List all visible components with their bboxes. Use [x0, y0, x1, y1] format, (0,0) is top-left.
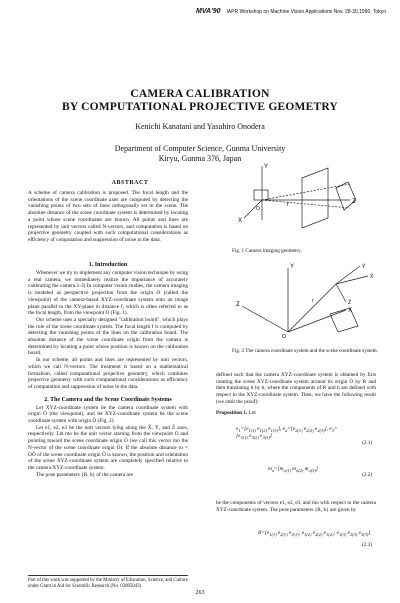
figure-2-caption: Fig. 2 The camera coordinate system and the scene coordinate system. — [232, 348, 378, 354]
intro-heading: 1. Introduction — [88, 262, 128, 268]
section-2-heading: 2. The Camera and the Scene Coordinate Systems — [44, 396, 172, 403]
intro-paragraph-2: Our scheme uses a specially designed "calibration board", which plays the role of the scene coordinate system. The focal length f is computed by detecting the vanishing points of the lines on the calibration board. The absolute distance of the scene coordinate origin from the camera is determined by locating a point whose position is known on the calibration board. — [28, 316, 188, 357]
equation-2-1-number: (2.1) — [362, 440, 373, 446]
svg-text:f: f — [287, 202, 289, 208]
svg-text:O: O — [282, 334, 286, 340]
svg-text:Y: Y — [264, 164, 269, 170]
venue-label: MVA'90 — [196, 8, 221, 15]
abstract-heading: ABSTRACT — [111, 180, 149, 186]
fig2-camera-x-axis — [288, 310, 346, 332]
title-line-2: BY COMPUTATIONAL PROJECTIVE GEOMETRY — [62, 101, 338, 113]
svg-text:Z: Z — [236, 302, 240, 308]
section-2-paragraph-1: Let XYZ-coordinate system be the camera coordinate system with origin O (the viewpoint), and let XYZ-coordinate system be the scene coordinate system with origin Ō (Fig. 2). — [28, 404, 188, 425]
svg-text:X̄: X̄ — [370, 274, 374, 280]
svg-text:Z: Z — [352, 199, 356, 205]
svg-text:Y: Y — [290, 264, 295, 270]
equation-2-2: $m_o=[m_{o(1)}$ $m_{o(2)}$ $m_{o(3)}$] — [268, 466, 318, 474]
proposition-1 — [216, 410, 376, 417]
svg-text:Z̄: Z̄ — [348, 300, 352, 306]
svg-text:X: X — [348, 308, 353, 314]
abstract-text: A scheme of camera calibration is proposed. The focal length and the orientations of the scene coordinate axes are computed by detecting the vanishing points of two sets of lines orthogonally set in the scene. The absolute distance of the scene coordinate system is determined by locating a point whose scene coordinates are known. All points and lines are represented by unit vectors called N-vectors, and computation is based on projective geometry coupled with such computational considerations as efficiency of computation and suppression of noise in the data. — [28, 190, 188, 243]
svg-text:O: O — [256, 206, 260, 212]
svg-text:Ȳ: Ȳ — [362, 264, 366, 270]
figure-1-caption: Fig. 1 Camera imaging geometry. — [232, 248, 302, 254]
equation-2-3: $R=[e_{1(1)}$ $e_{2(1)}$ $e_{3(1)}$; $e_{1(2)}$ $e_{2(2)}$ $e_{3(2)}$; $e_{1(3)}$ $e_{2(3)}$ $e_{3(3)}$] — [258, 530, 371, 538]
fig2-calibration-board — [330, 308, 358, 332]
fig1-camera-box — [254, 190, 268, 200]
workshop-label: IAPR Workshop on Machine Vision Applications Nov. 28-30,1990, Tokyo — [226, 9, 386, 15]
fig1-image-plane — [302, 168, 328, 228]
introduction-section — [28, 262, 188, 478]
intro-paragraph-3: In our scheme, all points and lines are represented by unit vectors, which we call N-vectors. The treatment is based on a mathematical formalism, called computational projective geometry, which combines projective geometry with such computational considerations as efficiency of computation and suppression of noise in the data. — [28, 357, 188, 390]
proposition-heading: Proposition 1. — [216, 409, 248, 416]
page-number: 263 — [195, 590, 205, 596]
equation-2-1: $e_1=[e_{1(1)}$ $e_{1(2)}$ $e_{1(3)}$], $e_2=[e_{2(1)}$ $e_{2(2)}$ $e_{2(3)}$], $e_3=[e_{3(1)}$ $e_{3(2)}$ $e_{3(3)}$] — [236, 426, 338, 441]
equation-2-2-number: (2.2) — [362, 472, 373, 478]
affiliation-line-1: Department of Computer Science, Gunma University — [114, 144, 286, 153]
fig2-scene-z-axis — [336, 284, 346, 302]
figure-2-coordinate-systems — [228, 262, 388, 342]
figure-1-camera-geometry — [232, 160, 382, 242]
column-2-paragraph-1: defined such that the camera XYZ-coordinate system is obtained by first rotating the scene XYZ-coordinate system around its origin Ō by R and then translating it by h, where the components of R and h are defined with respect to the XYZ-coordinate system. Then, we have the following result (we omit the proof): — [216, 372, 376, 405]
section-2-paragraph-3: The pose parameters {R, h} of the camera are — [36, 471, 133, 478]
intro-paragraph-1: Whenever we try to implement any computer vision technique by using a real camera, we immediately realize the importance of accurately calibrating the camera.1-3) In computer vision studies, the camera imaging is modeled as perspective projection from the origin O (called the viewpoint) of the camera-based XYZ-coordinate system onto an image plane parallel to the XY-plane in distance f, which is often referred to as the focal length, from the viewpoint O (Fig. 1). — [28, 270, 188, 317]
section-2-paragraph-2: Let e1, e2, e3 be the unit vectors lying along the X̄, Ȳ, and Z̄ axes, respectively. Let mo be the unit vector starting from the viewpoint O and pointing toward the scene coordinate origin Ō (we call this vector mo the N-vector of the scene coordinate origin Ō). If the absolute distance ro = OŌ of the scene coordinate origin Ō is known, the position and orientation of the scene XYZ-coordinate system are completely specified relative to the camera XYZ-coordinate system. — [28, 424, 188, 471]
svg-text:X: X — [238, 218, 243, 224]
authors: Kenichi Kanatani and Yasuhiro Onodera — [135, 122, 265, 131]
running-header — [196, 8, 386, 15]
svg-text:r: r — [312, 298, 314, 304]
equation-2-3-number: (2.3) — [362, 542, 373, 548]
column-2-paragraph-2: be the components of vectors e1, e2, e3, and mo with respect to the camera XYZ-coordinate system. The pose parameters {R, h} are given by — [216, 500, 376, 513]
footnote: Part of this work was supported by the Ministry of Education, Science, and Culture under Grant in Aid for Scientific Research (No. 02805043). — [28, 575, 188, 590]
fig2-mo-vector — [288, 284, 336, 332]
column-2-text — [216, 372, 376, 416]
fig2-camera-z-axis — [242, 306, 288, 332]
title-line-1: CAMERA CALIBRATION — [130, 88, 270, 100]
paper-title — [0, 88, 400, 114]
affiliation-line-2: Kiryu, Gunma 376, Japan — [158, 154, 242, 163]
proposition-text: Let — [248, 409, 256, 416]
